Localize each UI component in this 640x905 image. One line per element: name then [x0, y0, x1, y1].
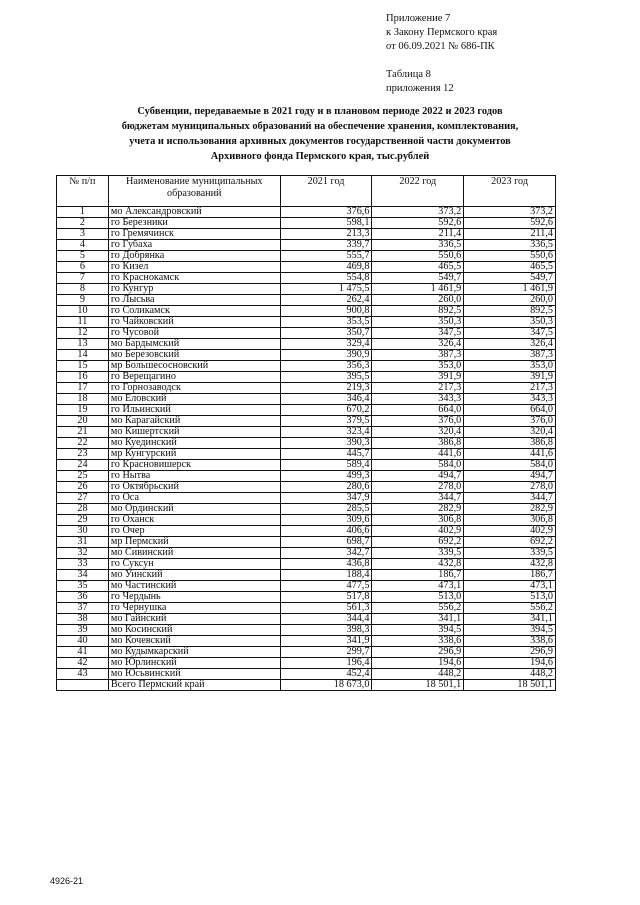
municipality-name: го Чайковский: [108, 317, 280, 328]
row-number: 29: [57, 515, 109, 526]
table-row: [57, 207, 556, 218]
value-2022: 341,1: [372, 614, 464, 625]
row-number: 7: [57, 273, 109, 284]
municipality-name: мо Куединский: [108, 438, 280, 449]
table-row: [57, 240, 556, 251]
row-number: 3: [57, 229, 109, 240]
value-2021: 329,4: [280, 339, 372, 350]
value-2023: 494,7: [464, 471, 556, 482]
row-number: 27: [57, 493, 109, 504]
municipality-name: го Березники: [108, 218, 280, 229]
header-2021: 2021 год: [280, 176, 372, 207]
value-2021: 347,9: [280, 493, 372, 504]
value-2022: 339,5: [372, 548, 464, 559]
municipality-name: мр Кунгурский: [108, 449, 280, 460]
table-row: [57, 339, 556, 350]
value-2022: 550,6: [372, 251, 464, 262]
appendix-line: приложения 12: [386, 83, 454, 94]
row-number: 10: [57, 306, 109, 317]
value-2023: 448,2: [464, 669, 556, 680]
value-2021: 900,8: [280, 306, 372, 317]
value-2021: 346,4: [280, 394, 372, 405]
row-number: 20: [57, 416, 109, 427]
table-row: [57, 229, 556, 240]
value-2022: 448,2: [372, 669, 464, 680]
value-2023: 692,2: [464, 537, 556, 548]
value-2021: 477,5: [280, 581, 372, 592]
row-number: 13: [57, 339, 109, 350]
value-2023: 664,0: [464, 405, 556, 416]
total-2023: 18 501,1: [464, 680, 556, 691]
value-2022: 373,2: [372, 207, 464, 218]
value-2022: 386,8: [372, 438, 464, 449]
value-2023: 343,3: [464, 394, 556, 405]
value-2021: 517,8: [280, 592, 372, 603]
appendix-line: к Закону Пермского края: [386, 27, 498, 38]
value-2021: 309,6: [280, 515, 372, 526]
value-2021: 262,4: [280, 295, 372, 306]
row-number: 32: [57, 548, 109, 559]
value-2021: 554,8: [280, 273, 372, 284]
header-2022: 2022 год: [372, 176, 464, 207]
municipality-name: го Добрянка: [108, 251, 280, 262]
municipality-name: го Оса: [108, 493, 280, 504]
value-2023: 473,1: [464, 581, 556, 592]
value-2021: 436,8: [280, 559, 372, 570]
row-number: 4: [57, 240, 109, 251]
municipality-name: мо Гайнский: [108, 614, 280, 625]
value-2023: 326,4: [464, 339, 556, 350]
value-2023: 592,6: [464, 218, 556, 229]
municipality-name: го Чусовой: [108, 328, 280, 339]
value-2022: 343,3: [372, 394, 464, 405]
row-number: 42: [57, 658, 109, 669]
municipality-name: го Ильинский: [108, 405, 280, 416]
municipality-name: мо Александровский: [108, 207, 280, 218]
value-2021: 353,5: [280, 317, 372, 328]
value-2022: 320,4: [372, 427, 464, 438]
subsidies-table: [56, 175, 556, 691]
value-2023: 441,6: [464, 449, 556, 460]
value-2022: 282,9: [372, 504, 464, 515]
table-row: [57, 438, 556, 449]
municipality-name: го Красновишерск: [108, 460, 280, 471]
value-2022: 344,7: [372, 493, 464, 504]
row-number: 26: [57, 482, 109, 493]
municipality-name: го Очер: [108, 526, 280, 537]
value-2022: 336,5: [372, 240, 464, 251]
table-row: [57, 427, 556, 438]
value-2021: 323,4: [280, 427, 372, 438]
value-2021: 376,6: [280, 207, 372, 218]
value-2021: 561,3: [280, 603, 372, 614]
header-num: № п/п: [57, 176, 109, 207]
value-2022: 260,0: [372, 295, 464, 306]
row-number: 15: [57, 361, 109, 372]
table-row: [57, 295, 556, 306]
table-row: [57, 317, 556, 328]
value-2021: 285,5: [280, 504, 372, 515]
table-row: [57, 614, 556, 625]
value-2023: 339,5: [464, 548, 556, 559]
value-2022: 217,3: [372, 383, 464, 394]
total-2022: 18 501,1: [372, 680, 464, 691]
value-2022: 376,0: [372, 416, 464, 427]
value-2022: 296,9: [372, 647, 464, 658]
value-2021: 390,3: [280, 438, 372, 449]
municipality-name: мо Косинский: [108, 625, 280, 636]
row-number: 16: [57, 372, 109, 383]
value-2021: 379,5: [280, 416, 372, 427]
value-2023: 387,3: [464, 350, 556, 361]
value-2022: 338,6: [372, 636, 464, 647]
row-number: 14: [57, 350, 109, 361]
value-2023: 194,6: [464, 658, 556, 669]
value-2023: 320,4: [464, 427, 556, 438]
municipality-name: мо Кишертский: [108, 427, 280, 438]
value-2021: 213,3: [280, 229, 372, 240]
value-2021: 219,3: [280, 383, 372, 394]
table-row: [57, 416, 556, 427]
value-2021: 280,6: [280, 482, 372, 493]
row-number: 30: [57, 526, 109, 537]
value-2021: 406,6: [280, 526, 372, 537]
value-2022: 353,0: [372, 361, 464, 372]
municipality-name: мо Юсьвинский: [108, 669, 280, 680]
title-line: бюджетам муниципальных образований на обеспечение хранения, комплектования,: [121, 121, 519, 132]
value-2023: 556,2: [464, 603, 556, 614]
value-2023: 217,3: [464, 383, 556, 394]
value-2021: 342,7: [280, 548, 372, 559]
municipality-name: го Соликамск: [108, 306, 280, 317]
municipality-name: го Кизел: [108, 262, 280, 273]
value-2023: 376,0: [464, 416, 556, 427]
row-number: 28: [57, 504, 109, 515]
row-number: 38: [57, 614, 109, 625]
value-2023: 386,8: [464, 438, 556, 449]
value-2023: 338,6: [464, 636, 556, 647]
value-2021: 670,2: [280, 405, 372, 416]
value-2021: 598,1: [280, 218, 372, 229]
row-number: 31: [57, 537, 109, 548]
municipality-name: го Горнозаводск: [108, 383, 280, 394]
row-number: 6: [57, 262, 109, 273]
value-2021: 499,3: [280, 471, 372, 482]
value-2022: 194,6: [372, 658, 464, 669]
value-2021: 452,4: [280, 669, 372, 680]
municipality-name: го Октябрьский: [108, 482, 280, 493]
total-row: [57, 680, 556, 691]
municipality-name: го Верещагино: [108, 372, 280, 383]
appendix-line: Приложение 7: [386, 13, 451, 24]
table-row: [57, 581, 556, 592]
table-row: [57, 471, 556, 482]
value-2022: 306,8: [372, 515, 464, 526]
value-2021: 196,4: [280, 658, 372, 669]
value-2021: 589,4: [280, 460, 372, 471]
municipality-name: мр Большесосновский: [108, 361, 280, 372]
table-row: [57, 625, 556, 636]
table-row: [57, 449, 556, 460]
value-2023: 336,5: [464, 240, 556, 251]
row-number: 33: [57, 559, 109, 570]
value-2023: 341,1: [464, 614, 556, 625]
value-2021: 1 475,5: [280, 284, 372, 295]
value-2023: 211,4: [464, 229, 556, 240]
title-line: Архивного фонда Пермского края, тыс.рублей: [210, 151, 430, 162]
value-2023: 353,0: [464, 361, 556, 372]
table-row: [57, 669, 556, 680]
table-row: [57, 592, 556, 603]
row-number: 37: [57, 603, 109, 614]
table-header-row: [57, 176, 556, 207]
value-2023: 402,9: [464, 526, 556, 537]
table-row: [57, 394, 556, 405]
appendix-note: [386, 12, 626, 96]
table-row: [57, 482, 556, 493]
municipality-name: мо Карагайский: [108, 416, 280, 427]
value-2022: 664,0: [372, 405, 464, 416]
value-2022: 387,3: [372, 350, 464, 361]
table-row: [57, 405, 556, 416]
table-row: [57, 570, 556, 581]
table-row: [57, 350, 556, 361]
table-row: [57, 361, 556, 372]
appendix-line: Таблица 8: [386, 69, 431, 80]
municipality-name: мо Кудымкарский: [108, 647, 280, 658]
municipality-name: мо Юрлинский: [108, 658, 280, 669]
row-number: 8: [57, 284, 109, 295]
value-2022: 391,9: [372, 372, 464, 383]
value-2021: 445,7: [280, 449, 372, 460]
table-row: [57, 328, 556, 339]
value-2021: 469,8: [280, 262, 372, 273]
value-2023: 550,6: [464, 251, 556, 262]
value-2022: 402,9: [372, 526, 464, 537]
title-line: Субвенции, передаваемые в 2021 году и в плановом периоде 2022 и 2023 годов: [137, 106, 503, 117]
value-2023: 1 461,9: [464, 284, 556, 295]
value-2022: 592,6: [372, 218, 464, 229]
row-number: 35: [57, 581, 109, 592]
value-2023: 260,0: [464, 295, 556, 306]
table-row: [57, 647, 556, 658]
value-2023: 186,7: [464, 570, 556, 581]
value-2023: 391,9: [464, 372, 556, 383]
table-row: [57, 526, 556, 537]
table-row: [57, 548, 556, 559]
value-2022: 892,5: [372, 306, 464, 317]
row-number: 17: [57, 383, 109, 394]
table-row: [57, 218, 556, 229]
value-2023: 432,8: [464, 559, 556, 570]
value-2022: 465,5: [372, 262, 464, 273]
total-label: Всего Пермский край: [108, 680, 280, 691]
value-2022: 549,7: [372, 273, 464, 284]
value-2021: 555,7: [280, 251, 372, 262]
value-2023: 465,5: [464, 262, 556, 273]
table-row: [57, 306, 556, 317]
table-row: [57, 262, 556, 273]
value-2023: 344,7: [464, 493, 556, 504]
row-number: 43: [57, 669, 109, 680]
value-2022: 394,5: [372, 625, 464, 636]
row-number: 19: [57, 405, 109, 416]
value-2023: 549,7: [464, 273, 556, 284]
value-2021: 344,4: [280, 614, 372, 625]
value-2021: 356,3: [280, 361, 372, 372]
table-row: [57, 658, 556, 669]
value-2022: 1 461,9: [372, 284, 464, 295]
row-number: 23: [57, 449, 109, 460]
value-2022: 347,5: [372, 328, 464, 339]
value-2021: 398,3: [280, 625, 372, 636]
row-number: 21: [57, 427, 109, 438]
value-2022: 278,0: [372, 482, 464, 493]
value-2023: 296,9: [464, 647, 556, 658]
total-2021: 18 673,0: [280, 680, 372, 691]
municipality-name: мо Еловский: [108, 394, 280, 405]
municipality-name: го Нытва: [108, 471, 280, 482]
value-2021: 341,9: [280, 636, 372, 647]
value-2023: 394,5: [464, 625, 556, 636]
table-row: [57, 372, 556, 383]
value-2022: 441,6: [372, 449, 464, 460]
municipality-name: мо Кочевский: [108, 636, 280, 647]
municipality-name: го Чернушка: [108, 603, 280, 614]
row-number: 12: [57, 328, 109, 339]
table-row: [57, 493, 556, 504]
value-2022: 211,4: [372, 229, 464, 240]
row-number: 25: [57, 471, 109, 482]
municipality-name: мо Частинский: [108, 581, 280, 592]
table-row: [57, 284, 556, 295]
table-row: [57, 559, 556, 570]
municipality-name: го Краснокамск: [108, 273, 280, 284]
table-row: [57, 636, 556, 647]
value-2021: 698,7: [280, 537, 372, 548]
row-number: 1: [57, 207, 109, 218]
total-num-cell: [57, 680, 109, 691]
row-number: 34: [57, 570, 109, 581]
value-2023: 892,5: [464, 306, 556, 317]
value-2022: 556,2: [372, 603, 464, 614]
value-2021: 339,7: [280, 240, 372, 251]
table-row: [57, 537, 556, 548]
value-2021: 395,5: [280, 372, 372, 383]
table-row: [57, 515, 556, 526]
municipality-name: го Суксун: [108, 559, 280, 570]
document-title: [60, 104, 580, 164]
municipality-name: го Губаха: [108, 240, 280, 251]
municipality-name: мо Сивинский: [108, 548, 280, 559]
municipality-name: мо Ординский: [108, 504, 280, 515]
row-number: 24: [57, 460, 109, 471]
value-2021: 390,9: [280, 350, 372, 361]
table-row: [57, 273, 556, 284]
row-number: 40: [57, 636, 109, 647]
table-row: [57, 603, 556, 614]
row-number: 11: [57, 317, 109, 328]
row-number: 41: [57, 647, 109, 658]
row-number: 22: [57, 438, 109, 449]
value-2022: 350,3: [372, 317, 464, 328]
municipality-name: мо Березовский: [108, 350, 280, 361]
municipality-name: го Оханск: [108, 515, 280, 526]
value-2023: 373,2: [464, 207, 556, 218]
municipality-name: го Лысьва: [108, 295, 280, 306]
row-number: 5: [57, 251, 109, 262]
document-code: 4926-21: [50, 876, 84, 886]
value-2022: 186,7: [372, 570, 464, 581]
title-line: учета и использования архивных документов государственной части документов: [129, 136, 511, 147]
row-number: 9: [57, 295, 109, 306]
table-row: [57, 251, 556, 262]
value-2022: 513,0: [372, 592, 464, 603]
table-row: [57, 460, 556, 471]
header-name: Наименование муниципальных образований: [108, 176, 280, 207]
value-2022: 584,0: [372, 460, 464, 471]
value-2023: 306,8: [464, 515, 556, 526]
value-2022: 494,7: [372, 471, 464, 482]
row-number: 18: [57, 394, 109, 405]
municipality-name: мо Бардымский: [108, 339, 280, 350]
value-2022: 326,4: [372, 339, 464, 350]
municipality-name: мр Пермский: [108, 537, 280, 548]
municipality-name: го Гремячинск: [108, 229, 280, 240]
header-2023: 2023 год: [464, 176, 556, 207]
value-2023: 350,3: [464, 317, 556, 328]
value-2022: 473,1: [372, 581, 464, 592]
municipality-name: мо Уинский: [108, 570, 280, 581]
appendix-line: от 06.09.2021 № 686-ПК: [386, 41, 495, 52]
value-2023: 347,5: [464, 328, 556, 339]
row-number: 2: [57, 218, 109, 229]
value-2023: 513,0: [464, 592, 556, 603]
table-row: [57, 383, 556, 394]
value-2022: 432,8: [372, 559, 464, 570]
table-row: [57, 504, 556, 515]
row-number: 39: [57, 625, 109, 636]
value-2023: 278,0: [464, 482, 556, 493]
value-2022: 692,2: [372, 537, 464, 548]
row-number: 36: [57, 592, 109, 603]
municipality-name: го Чердынь: [108, 592, 280, 603]
value-2021: 188,4: [280, 570, 372, 581]
value-2023: 584,0: [464, 460, 556, 471]
value-2021: 350,7: [280, 328, 372, 339]
municipality-name: го Кунгур: [108, 284, 280, 295]
value-2023: 282,9: [464, 504, 556, 515]
value-2021: 299,7: [280, 647, 372, 658]
